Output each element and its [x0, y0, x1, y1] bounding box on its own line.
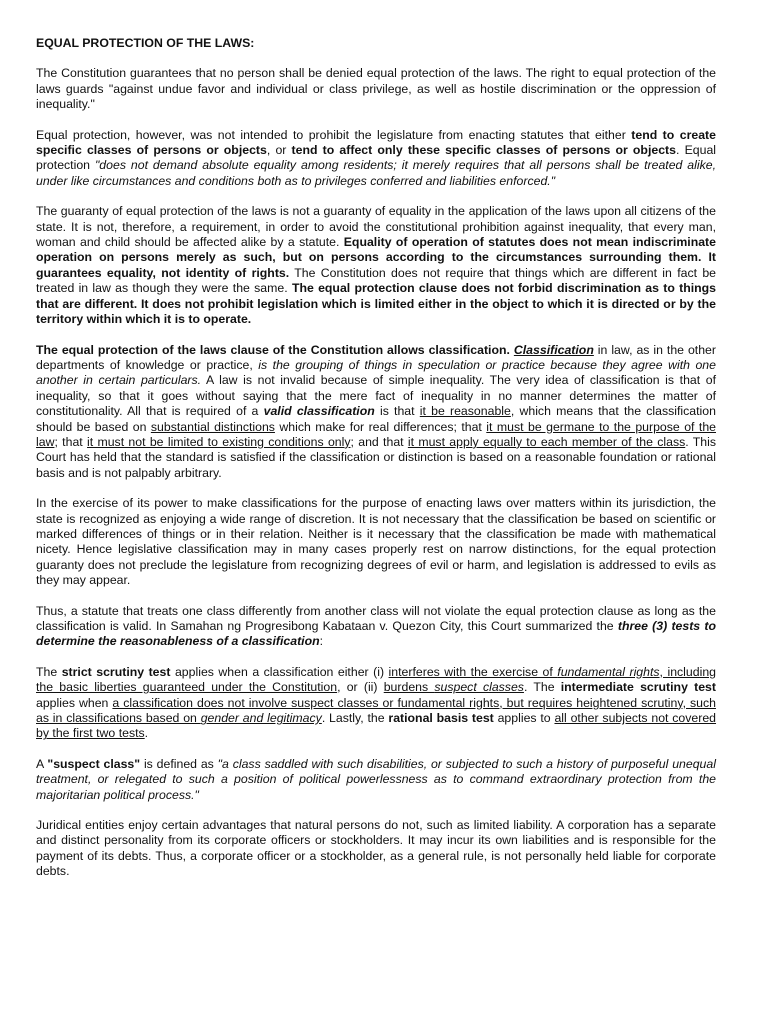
text-run: :: [319, 634, 324, 649]
text-run: The equal protection of the laws clause of the Constitution allows classification.: [36, 342, 514, 357]
text-run: Equality of operation of statutes does not mean indiscriminate operation on persons merely as such, but on persons according to the circumstances surrounding them. It guarantees equality, not identity of rights.: [36, 235, 716, 280]
text-run: . The: [523, 680, 561, 695]
text-run: , or (ii): [337, 680, 384, 695]
text-run: "suspect class": [47, 756, 141, 771]
text-run: The Constitution guarantees that no person shall be denied equal protection of the laws. The right to equal protection of the laws guards "against undue favor and individual or class privilege, as well as hostile discrimination or the oppression of inequality.": [36, 66, 716, 112]
text-run: it must not be limited to existing conditions only: [87, 434, 351, 449]
text-run: , which means that the classification should be based on: [36, 404, 716, 434]
text-run: ; and that: [350, 434, 408, 449]
text-run: which make for real differences; that: [274, 419, 487, 434]
paragraph-6: [36, 604, 716, 650]
text-run: is that: [374, 404, 420, 419]
text-run: Thus, a statute that treats one class differently from another class will not violate the equal protection clause as long as the classification is valid. In Samahan ng Progresibong Kabataan v. Quezon City, this Court summarized the: [36, 603, 716, 633]
paragraph-1: [36, 66, 716, 112]
text-run: rational basis test: [388, 711, 494, 726]
document-body: [36, 66, 716, 879]
text-run: , or: [266, 143, 292, 158]
text-run: , including the basic liberties guaranteed under the Constitution: [36, 664, 716, 695]
text-run: three (3) tests to determine the reasonableness of a classification: [36, 619, 716, 649]
paragraph-9: [36, 818, 716, 880]
text-run: fundamental rights: [557, 664, 660, 679]
text-run: .: [144, 726, 149, 741]
text-run: . This Court has held that the standard is satisfied if the classification or distinction is based on a reasonable foundation or rational basis and is not palpably arbitrary.: [36, 434, 716, 480]
text-run: "a class saddled with such disabilities, or subjected to such a history of purposeful unequal treatment, or relegated to such a position of political powerlessness as to command extraordinary protection from the majoritarian political process.": [36, 756, 716, 802]
text-run: it must apply equally to each member of the class: [407, 434, 686, 449]
text-run: it be reasonable: [419, 404, 511, 419]
text-run: In the exercise of its power to make classifications for the purpose of enacting laws over matters within its jurisdiction, the state is recognized as enjoying a wide range of discretion. It is not necessary that the classification be based on scientific or marked differences of things or in their relation. Neither is it necessary that the classification be made with mathematical nicety. Hence legislative classification may in many cases properly rest on narrow distinctions, for the equal protection guaranty does not preclude the legislature from recognizing degrees of evil or harm, and legislation is addressed to evils as they may appear.: [36, 496, 716, 588]
text-run: A law is not invalid because of simple inequality. The very idea of classification is that of inequality, so that it goes without saying that the mere fact of inequality in no manner determines the matter of constitutionality. All that is required of a: [36, 373, 717, 419]
text-run: gender and legitimacy: [200, 711, 322, 726]
text-run: all other subjects not covered by the first two tests: [36, 711, 717, 741]
text-run: a classification does not involve suspect classes or fundamental rights, but requires heightened scrutiny, such as in classifications based on: [36, 695, 716, 726]
paragraph-2: [36, 128, 716, 190]
text-run: strict scrutiny test: [61, 664, 171, 679]
text-run: The Constitution does not require that things which are different in fact be treated in law as though they were the same.: [36, 265, 716, 296]
text-run: The guaranty of equal protection of the laws is not a guaranty of equality in the application of the laws upon all citizens of the state. It is not, therefore, a requirement, in order to avoid the constitutional prohibition against inequality, that every man, woman and child should be affected alike by a statute.: [36, 204, 716, 250]
paragraph-8: [36, 757, 716, 803]
text-run: Equal protection, however, was not intended to prohibit the legislature from enacting statutes that either: [36, 127, 632, 142]
paragraph-3: [36, 204, 716, 327]
text-run: intermediate scrutiny test: [560, 680, 716, 695]
document-title: EQUAL PROTECTION OF THE LAWS:: [36, 36, 255, 50]
text-run: valid classification: [263, 404, 375, 419]
paragraph-7: [36, 665, 716, 742]
text-run: suspect classes: [434, 680, 524, 695]
paragraph-5: [36, 496, 716, 588]
text-run: tend to create specific classes of persons or objects: [36, 127, 716, 158]
text-run: is the grouping of things in speculation or practice because they agree with one another in certain particulars.: [36, 357, 716, 388]
text-run: in law, as in the other departments of knowledge or practice,: [36, 342, 716, 372]
text-run: A: [36, 756, 48, 771]
text-run: Classification: [513, 342, 594, 357]
text-run: applies when a classification either (i): [170, 664, 389, 679]
text-run: "does not demand absolute equality among residents; it merely requires that all persons shall be treated alike, under like circumstances and conditions both as to privileges conferred and liabilities enforced.": [36, 158, 717, 188]
text-run: tend to affect only these specific classes of persons or objects: [291, 143, 676, 158]
text-run: interferes with the exercise of: [388, 664, 558, 679]
text-run: applies to: [493, 711, 555, 726]
text-run: applies when: [36, 695, 113, 710]
text-run: ; that: [54, 434, 88, 449]
text-run: substantial distinctions: [150, 419, 275, 434]
text-run: Juridical entities enjoy certain advantages that natural persons do not, such as limited liability. A corporation has a separate and distinct personality from its corporate officers or stockholders. It may incur its own liabilities and is responsible for the payment of its debts. Thus, a corporate officer or a stockholder, as a general rule, is not personally held liable for corporate debts.: [36, 818, 716, 879]
text-run: . Lastly, the: [321, 711, 389, 726]
text-run: burdens: [383, 680, 435, 695]
text-run: . Equal protection: [36, 143, 717, 173]
text-run: it must be germane to the purpose of the law: [36, 419, 716, 449]
text-run: is defined as: [140, 756, 218, 771]
paragraph-4: [36, 343, 716, 482]
text-run: The: [36, 664, 62, 679]
text-run: The equal protection clause does not forbid discrimination as to things that are different. It does not prohibit legislation which is limited either in the object to which it is directed or by the territory within which it is to operate.: [36, 281, 717, 327]
